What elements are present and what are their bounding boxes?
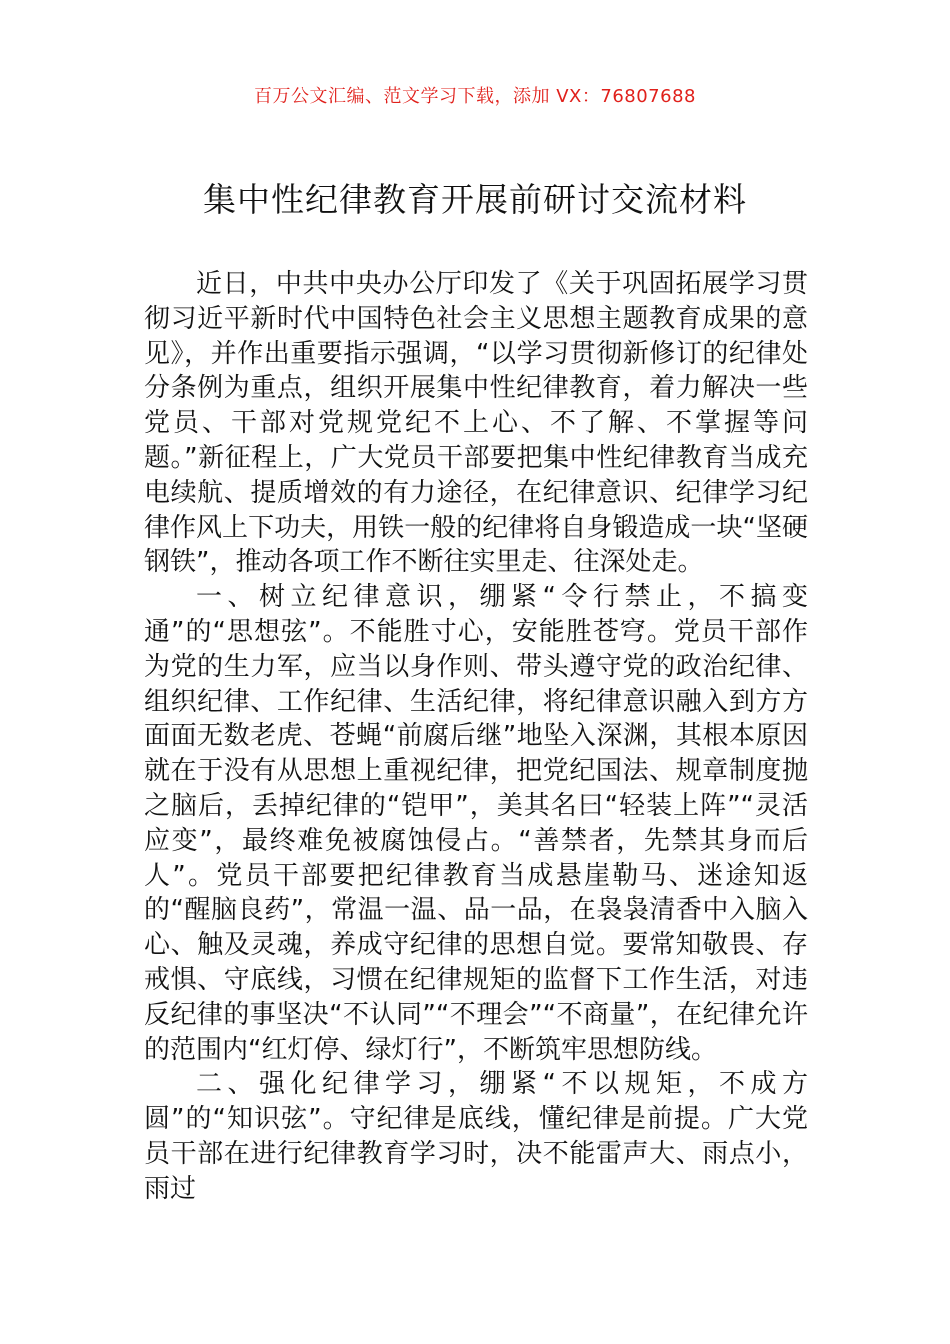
body-text bbox=[144, 267, 808, 1207]
paragraph-intro: 近日，中共中央办公厅印发了《关于巩固拓展学习贯彻习近平新时代中国特色社会主义思想主题教育成果的意见》，并作出重要指示强调，“以学习贯彻新修订的纪律处分条例为重点，组织开展集中性纪律教育，着力解决一些党员、干部对党规党纪不上心、不了解、不掌握等问题。”新征程上，广大党员干部要把集中性纪律教育当成充电续航、提质增效的有力途径，在纪律意识、纪律学习纪律作风上下功夫，用铁一般的纪律将自身锻造成一块“坚硬钢铁”，推动各项工作不断往实里走、往深处走。 bbox=[144, 269, 808, 578]
page-title: 集中性纪律教育开展前研讨交流材料 bbox=[203, 180, 747, 219]
header-note: 百万公文汇编、范文学习下载，添加 VX：76807688 bbox=[254, 86, 696, 107]
paragraph-section-one: 一、树立纪律意识，绷紧“令行禁止，不搞变通”的“思想弦”。不能胜寸心，安能胜苍穹。党员干部作为党的生力军，应当以身作则、带头遵守党的政治纪律、组织纪律、工作纪律、生活纪律，将纪律意识融入到方方面面无数老虎、苍蝇“前腐后继”地坠入深渊，其根本原因就在于没有从思想上重视纪律，把党纪国法、规章制度抛之脑后，丢掉纪律的“铠甲”，美其名曰“轻装上阵”“灵活应变”，最终难免被腐蚀侵占。“善禁者，先禁其身而后人”。党员干部要把纪律教育当成悬崖勒马、迷途知返的“醒脑良药”，常温一温、品一品，在袅袅清香中入脑入心、触及灵魂，养成守纪律的思想自觉。要常知敬畏、存戒惧、守底线，习惯在纪律规矩的监督下工作生活，对违反纪律的事坚决“不认同”“不理会”“不商量”，在纪律允许的范围内“红灯停、绿灯行”，不断筑牢思想防线。 bbox=[144, 582, 808, 1065]
paragraph-section-two: 二、强化纪律学习，绷紧“不以规矩，不成方圆”的“知识弦”。守纪律是底线，懂纪律是前提。广大党员干部在进行纪律教育学习时，决不能雷声大、雨点小，雨过 bbox=[144, 1069, 808, 1204]
